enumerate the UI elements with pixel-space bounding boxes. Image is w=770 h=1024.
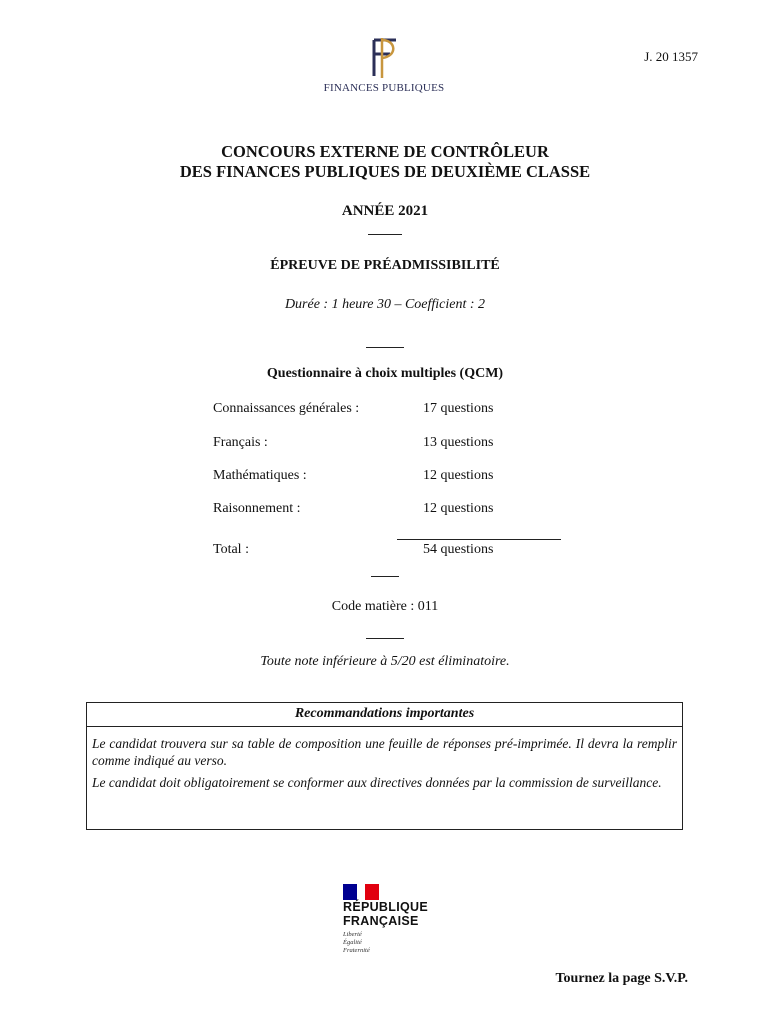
motto-liberte: Liberté [343,931,362,938]
recommendation-paragraph: Le candidat doit obligatoirement se conformer aux directives données par la commission de surveillance. [92,775,662,790]
total-underline [397,539,561,540]
exam-year: ANNÉE 2021 [341,203,429,219]
box-divider [87,726,682,727]
marianne-flag-icon [343,884,379,900]
subject-label: Mathématiques : [213,468,307,483]
code-matiere: Code matière : 011 [331,599,439,614]
republique-line: RÉPUBLIQUE [343,900,428,914]
republic-motto [343,931,370,955]
divider [371,576,399,577]
subject-count: 12 questions [423,501,494,516]
duration-coefficient: Durée : 1 heure 30 – Coefficient : 2 [284,297,486,312]
divider [368,234,402,235]
motto-fraternite: Fraternité [343,947,370,954]
republique-francaise-wordmark [343,901,428,928]
subject-count: 17 questions [423,401,494,416]
turn-page-footer: Tournez la page S.V.P. [555,971,688,986]
subject-label: Connaissances générales : [213,401,360,416]
recommendations-title: Recommandations importantes [294,706,475,721]
fp-monogram-icon [366,36,402,80]
title-line-2: DES FINANCES PUBLIQUES DE DEUXIÈME CLASSE [179,162,591,181]
subject-count: 13 questions [423,435,494,450]
epreuve-heading: ÉPREUVE DE PRÉADMISSIBILITÉ [270,258,500,273]
recommendation-paragraph: Le candidat trouvera sur sa table de composition une feuille de réponses pré-imprimée. Il devra la remplir comme indiqué au verso. [92,736,677,768]
total-label: Total : [213,542,249,557]
subject-label: Français : [213,435,268,450]
elimination-note: Toute note inférieure à 5/20 est éliminatoire. [260,654,510,669]
motto-egalite: Égalité [343,939,362,946]
title-line-1: CONCOURS EXTERNE DE CONTRÔLEUR [221,142,549,161]
francaise-line: FRANÇAISE [343,913,419,928]
subject-label: Raisonnement : [213,501,301,516]
total-count: 54 questions [423,542,494,557]
subject-count: 12 questions [423,468,494,483]
logo-text: FINANCES PUBLIQUES [323,82,445,94]
finances-publiques-logo [318,36,458,96]
divider [366,638,404,639]
qcm-heading: Questionnaire à choix multiples (QCM) [266,366,504,381]
document-reference: J. 20 1357 [644,49,698,64]
divider [366,347,404,348]
recommendations-box [86,702,683,830]
